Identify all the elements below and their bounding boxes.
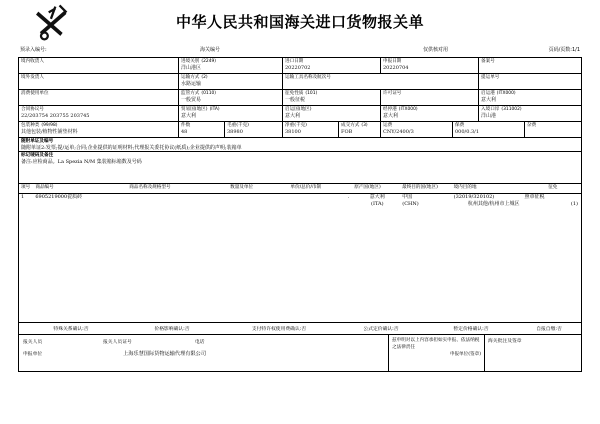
field-import-date: 进口日期 20220702 (283, 58, 381, 73)
masthead (18, 0, 582, 46)
cell-price: . (347, 194, 350, 200)
col-header-hs-code: 商品编号 (35, 185, 54, 190)
field-departure-port: 启运港 (ITX000) 意大利 (481, 91, 516, 103)
cell-quantity (228, 194, 288, 208)
field-license-no: 许可证号 (381, 90, 479, 105)
field-transport-name: 运输工具名称及航次号 (283, 74, 479, 89)
field-departure-country: 启运国(地区) 意大利 (283, 106, 381, 121)
goods-table-body (19, 194, 581, 323)
field-bill-no: 提运单号 (481, 75, 500, 80)
field-contract-no: 合同协议号 22/203754 203755 203745 (19, 106, 179, 121)
field-consumer-unit: 消费使用单位 (19, 90, 179, 105)
field-declare-date: 申报日期 20220704 (381, 58, 479, 73)
field-domestic-consignee: 境内收货人 (19, 58, 179, 73)
field-record-no: 备案号 (481, 59, 495, 64)
footer-section (19, 335, 581, 372)
field-entry-customs: 进境关别 (2249) 洋山港区 (179, 58, 283, 73)
customs-note-label: 海关批注及签章 (488, 339, 522, 344)
form-row-3 (19, 90, 581, 106)
col-header-inner-dest: 境内目的地 (453, 185, 477, 190)
for-verification-label: 仅供核对用 (423, 47, 449, 53)
goods-table-header (19, 184, 581, 194)
field-trade-terms: 成交方式 (3) FOB (339, 122, 381, 137)
footer-declarant-block (19, 335, 389, 371)
cell-item-no: 1 (21, 194, 25, 200)
phone-label: 电话 (195, 340, 205, 345)
confirm-provisional-price: 暂定价格确认:否 (453, 327, 489, 332)
field-net-weight: 净重(千克) 38100 (283, 122, 339, 137)
cell-origin: 意大利 (ITA) (369, 194, 385, 207)
field-overseas-consignor: 境外发货人 (19, 74, 179, 89)
broker-id-label: 报关人员证号 (103, 340, 132, 345)
footer-declaration-block (389, 335, 485, 371)
field-levy-nature: 征免性质 (101) 一般征税 (283, 90, 381, 105)
field-freight: 运费 CNY/2400/3 (381, 122, 453, 137)
broker-label: 报关人员 (23, 340, 43, 345)
declaration-form-frame (18, 57, 582, 372)
cell-final-destination: 中国 (CHN) (402, 194, 419, 207)
confirm-self-declare-pay: 自报自缴:否 (536, 327, 562, 332)
col-header-quantity: 数量及单位 (230, 185, 254, 190)
field-misc-charges: 杂费 (527, 123, 537, 128)
footer-customs-block (485, 335, 581, 371)
col-header-goods-name: 商品名称及规格型号 (129, 185, 171, 190)
field-gross-weight: 毛重(千克) 38980 (225, 122, 283, 137)
field-entry-port: 入境口岸 (311002) 洋山港 (481, 107, 522, 119)
confirm-special-relation: 特殊关系确认:否 (53, 327, 89, 332)
customs-number-label: 海关编号 (200, 47, 221, 53)
declaration-statement: 兹申明对以上内容承担如实申报、依法纳税之法律责任 (392, 338, 480, 350)
page-title: 中华人民共和国海关进口货物报关单 (175, 13, 424, 31)
form-row-2 (19, 74, 581, 90)
form-row-4 (19, 106, 581, 122)
marks-remarks-row (19, 152, 581, 184)
confirm-formula-pricing: 公式定价确认:否 (363, 327, 399, 332)
confirmations-row (19, 323, 581, 335)
col-header-final-dest: 最终目的国(地区) (402, 185, 438, 190)
field-package-type: 包装种类 (99/98) 其他包装/植物性铺垫材料 (19, 122, 179, 137)
form-row-1 (19, 58, 581, 74)
table-row (19, 194, 581, 208)
field-transit-port: 经停港 (ITX000) 意大利 (381, 106, 479, 121)
pre-entry-number-label: 预录入编号: (20, 47, 47, 53)
cell-hs-code-and-name: 6905219000瓷质砖 (35, 194, 83, 200)
pre-header-strip (18, 46, 582, 57)
page-count-label: 页码/页数:1/1 (548, 47, 580, 53)
field-transport-mode: 运输方式 (2) 水路运输 (179, 74, 283, 89)
field-supervision-mode: 监管方式 (0110) 一般贸易 (179, 90, 283, 105)
col-header-price: 单价/总价/币制 (290, 185, 322, 190)
col-header-item-no: 项号 (21, 185, 31, 190)
field-insurance: 保费 000/0.3/1 (453, 122, 525, 137)
attachments-row (19, 138, 581, 152)
cell-inner-destination: (32019/320102) 杭州其他/杭州市上城区 (453, 194, 520, 207)
field-trade-country: 贸易国(地区) (ITA) 意大利 (179, 106, 283, 121)
col-header-origin: 原产国(地区) (354, 185, 381, 190)
cell-exemption: 照章征税 (1) (524, 194, 578, 207)
confirm-price-influence: 价格影响确认:否 (154, 327, 190, 332)
footer-declarant-line (19, 347, 388, 359)
china-customs-emblem-icon (32, 4, 72, 42)
field-packages: 件数 48 (179, 122, 225, 137)
col-header-exemption: 征免 (548, 185, 558, 190)
footer-broker-line (19, 335, 388, 347)
declarant-label: 申报单位 (23, 352, 43, 357)
declaration-signature-label: 申报单位(签章) (449, 352, 481, 357)
cell-goods-spec (127, 194, 228, 208)
field-attachments: 随附单证及编号 随附单证2:发票;提/运单;合同;企业提供的证明材料;代理报关委托协议(纸质);企业提供的声明;装箱单 (21, 139, 242, 151)
field-marks-remarks: 标记唛码及备注 备注:应检商品。La Spezia N/M 集装箱标箱数及号码 (21, 153, 142, 165)
form-row-storage (19, 122, 581, 138)
confirm-royalty-payment: 支付特许权使用费确认:否 (251, 327, 307, 332)
declarant-value: 上海乐慧国际货物运输代理有限公司 (123, 351, 207, 357)
